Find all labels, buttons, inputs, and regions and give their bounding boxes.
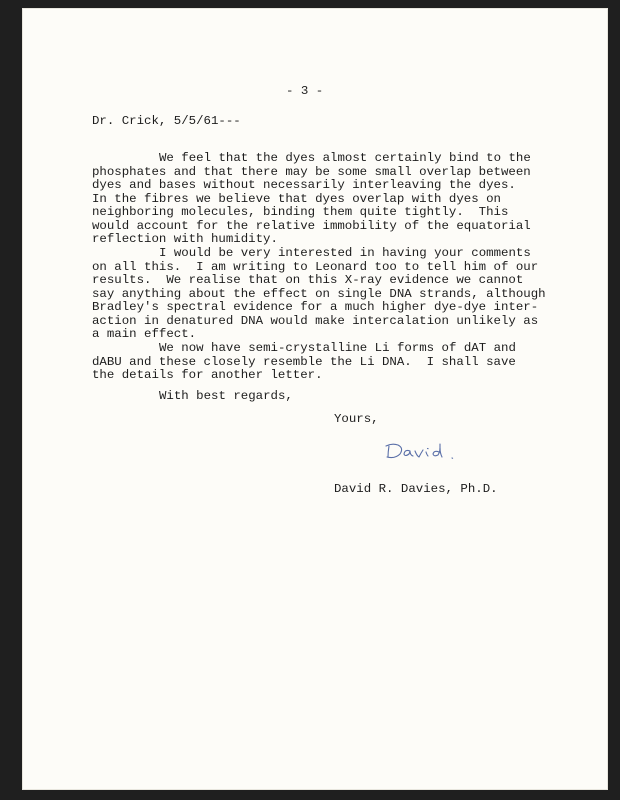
letter-page bbox=[22, 8, 608, 790]
yours-closing: Yours, bbox=[334, 412, 379, 426]
paragraph2-line: say anything about the effect on single DNA strands, although bbox=[92, 286, 546, 301]
paragraph3-line: the details for another letter. bbox=[92, 368, 323, 382]
closing-regards: With best regards, bbox=[159, 389, 293, 403]
paragraph1-line: We feel that the dyes almost certainly bind to the bbox=[159, 151, 531, 165]
page-number: - 3 - bbox=[286, 84, 324, 98]
paragraph1-line: would account for the relative immobility of the equatorial bbox=[92, 218, 531, 233]
handwritten-signature bbox=[382, 436, 492, 466]
salutation: Dr. Crick, 5/5/61--- bbox=[92, 114, 241, 128]
paragraph1-line: dyes and bases without necessarily interleaving the dyes. bbox=[92, 178, 516, 192]
paragraph2-line: results. We realise that on this X-ray evidence we cannot bbox=[92, 273, 524, 287]
paragraph1-line: neighboring molecules, binding them quite tightly. This bbox=[92, 205, 509, 219]
paragraph2-line: Bradley's spectral evidence for a much higher dye-dye inter- bbox=[92, 300, 539, 314]
paragraph1-line: In the fibres we believe that dyes overlap with dyes on bbox=[92, 191, 501, 206]
paragraph1-line: phosphates and that there may be some small overlap between bbox=[92, 164, 531, 179]
paragraph3-line: dABU and these closely resemble the Li DNA. I shall save bbox=[92, 354, 516, 369]
paragraph2-line: I would be very interested in having your comments bbox=[159, 246, 531, 260]
signatory-name: David R. Davies, Ph.D. bbox=[334, 482, 498, 496]
paragraph3-line: We now have semi-crystalline Li forms of dAT and bbox=[159, 341, 516, 355]
paragraph2-line: action in denatured DNA would make intercalation unlikely as bbox=[92, 313, 539, 328]
paragraph2-line: on all this. I am writing to Leonard too to tell him of our bbox=[92, 259, 539, 274]
paragraph1-line: reflection with humidity. bbox=[92, 232, 278, 246]
paragraph2-line: a main effect. bbox=[92, 327, 197, 341]
